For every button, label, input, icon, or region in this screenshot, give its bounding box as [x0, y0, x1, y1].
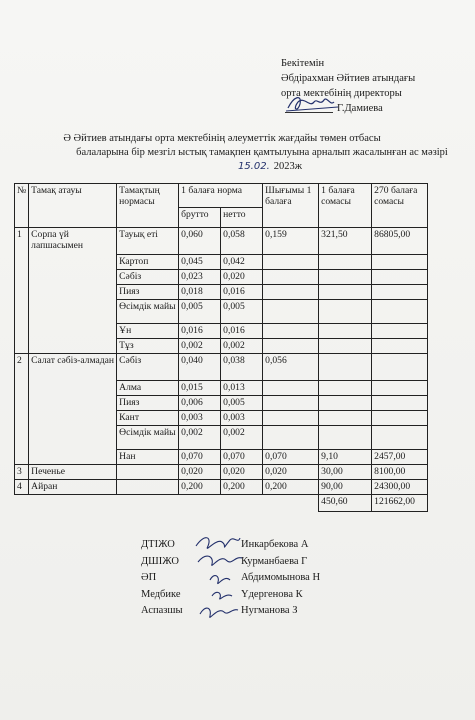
cell-item: Кант [117, 411, 179, 426]
cell-cost1: 321,50 [319, 228, 372, 255]
cell-netto: 0,005 [221, 396, 263, 411]
table-row [15, 354, 428, 381]
cell-brutto: 0,005 [179, 300, 221, 324]
cell-brutto: 0,002 [179, 339, 221, 354]
cell-cost270 [372, 339, 428, 354]
cell-yield [263, 426, 319, 450]
cell-yield [263, 411, 319, 426]
cell-yield: 0,056 [263, 354, 319, 381]
cell-brutto: 0,020 [179, 465, 221, 480]
cell-cost1 [319, 354, 372, 381]
menu-table-body [15, 228, 428, 495]
cell-item: Сәбіз [117, 270, 179, 285]
signature-position: ДТІЖО [141, 539, 175, 550]
handwritten-signatures [190, 532, 246, 624]
signatures-block [141, 537, 441, 620]
signature-name: Үдергенова К [241, 588, 303, 600]
cell-cost1 [319, 255, 372, 270]
approval-line-2: Әбдірахман Әйтиев атындағы [281, 73, 416, 84]
table-row [15, 480, 428, 495]
signature-position: Медбике [141, 588, 181, 600]
cell-item: Сәбіз [117, 354, 179, 381]
cell-item: Өсімдік майы [117, 300, 179, 324]
date-handwritten: 15.02. [237, 161, 270, 172]
cell-yield [263, 396, 319, 411]
cell-cost270 [372, 285, 428, 300]
cell-no: 1 [15, 228, 29, 354]
table-row [15, 228, 428, 255]
cell-netto: 0,042 [221, 255, 263, 270]
director-signature [284, 90, 344, 116]
cell-cost1: 30,00 [319, 465, 372, 480]
cell-netto: 0,003 [221, 411, 263, 426]
cell-netto: 0,058 [221, 228, 263, 255]
cell-cost1: 90,00 [319, 480, 372, 495]
title-line-2: балаларына бір мезгіл ыстық тамақпен қамтылуына арналып жасалынған ас мәзірі [76, 147, 448, 158]
cell-netto: 0,002 [221, 339, 263, 354]
cell-cost270: 8100,00 [372, 465, 428, 480]
date-year: 2023ж [273, 161, 303, 172]
cell-brutto: 0,200 [179, 480, 221, 495]
header-netto: нетто [221, 208, 263, 228]
cell-cost1 [319, 270, 372, 285]
cell-netto: 0,038 [221, 354, 263, 381]
cell-brutto: 0,016 [179, 324, 221, 339]
document-title [30, 132, 470, 174]
cell-yield [263, 339, 319, 354]
cell-netto: 0,002 [221, 426, 263, 450]
header-no: № [15, 184, 29, 228]
signature-position: ӘП [141, 572, 157, 584]
cell-brutto: 0,023 [179, 270, 221, 285]
approval-line-3: орта мектебінің директоры [281, 88, 402, 99]
cell-netto: 0,020 [221, 270, 263, 285]
cell-cost1 [319, 426, 372, 450]
cell-item [117, 465, 179, 480]
cell-dish: Салат сәбіз-алмадан [29, 354, 117, 465]
cell-cost1 [319, 396, 372, 411]
cell-cost1 [319, 324, 372, 339]
title-line-1: Ә Әйтиев атындағы орта мектебінің әлеуметтік жағдайы төмен отбасы [63, 133, 381, 144]
header-cost-one: 1 балаға сомасы [319, 184, 372, 228]
cell-cost1 [319, 411, 372, 426]
cell-yield [263, 255, 319, 270]
signature-row [141, 537, 441, 554]
cell-no: 3 [15, 465, 29, 480]
header-yield: Шығымы 1 балаға [263, 184, 319, 228]
cell-cost1 [319, 300, 372, 324]
cell-item: Картоп [117, 255, 179, 270]
cell-netto: 0,005 [221, 300, 263, 324]
cell-brutto: 0,002 [179, 426, 221, 450]
total-cost-270: 121662,00 [372, 495, 428, 512]
director-name: Г.Дамиева [337, 103, 383, 114]
cell-item: Пияз [117, 396, 179, 411]
cell-item: Алма [117, 381, 179, 396]
signature-name: Нугманова З [241, 605, 298, 617]
totals-spacer [15, 495, 319, 512]
cell-brutto: 0,003 [179, 411, 221, 426]
cell-brutto: 0,018 [179, 285, 221, 300]
cell-brutto: 0,045 [179, 255, 221, 270]
cell-item: Өсімдік майы [117, 426, 179, 450]
signature-row [141, 554, 441, 571]
cell-yield: 0,200 [263, 480, 319, 495]
cell-cost270: 2457,00 [372, 450, 428, 465]
cell-netto: 0,020 [221, 465, 263, 480]
cell-cost1 [319, 339, 372, 354]
total-cost-one: 450,60 [319, 495, 372, 512]
approval-line-1: Бекітемін [281, 58, 325, 69]
cell-brutto: 0,006 [179, 396, 221, 411]
signature-name: Курманбаева Г [241, 555, 308, 567]
cell-dish: Айран [29, 480, 117, 495]
cell-cost270 [372, 426, 428, 450]
cell-cost270 [372, 324, 428, 339]
cell-brutto: 0,015 [179, 381, 221, 396]
cell-cost270 [372, 255, 428, 270]
cell-cost270 [372, 354, 428, 381]
menu-table [14, 183, 428, 512]
header-brutto: брутто [179, 208, 221, 228]
signature-name: Инкарбекова А [241, 539, 309, 550]
cell-cost1: 9,10 [319, 450, 372, 465]
cell-netto: 0,016 [221, 324, 263, 339]
cell-item: Тұз [117, 339, 179, 354]
cell-brutto: 0,040 [179, 354, 221, 381]
cell-no: 4 [15, 480, 29, 495]
cell-yield [263, 285, 319, 300]
cell-netto: 0,070 [221, 450, 263, 465]
cell-netto: 0,016 [221, 285, 263, 300]
cell-cost1 [319, 285, 372, 300]
cell-yield: 0,020 [263, 465, 319, 480]
cell-item: Нан [117, 450, 179, 465]
cell-cost270 [372, 411, 428, 426]
cell-cost270 [372, 300, 428, 324]
cell-cost270: 24300,00 [372, 480, 428, 495]
header-dish: Тамақ атауы [29, 184, 117, 228]
header-cost-270: 270 балаға сомасы [372, 184, 428, 228]
header-norm: Тамақтың нормасы [117, 184, 179, 228]
cell-brutto: 0,060 [179, 228, 221, 255]
cell-yield [263, 270, 319, 285]
signature-row [141, 603, 441, 620]
cell-yield [263, 300, 319, 324]
cell-netto: 0,013 [221, 381, 263, 396]
header-per-child: 1 балаға норма [179, 184, 263, 208]
cell-cost1 [319, 381, 372, 396]
cell-yield: 0,070 [263, 450, 319, 465]
cell-item: Тауық еті [117, 228, 179, 255]
cell-yield [263, 324, 319, 339]
cell-netto: 0,200 [221, 480, 263, 495]
document-date [30, 160, 470, 174]
signature-name: Абдимомынова Н [241, 572, 321, 584]
signature-row [141, 587, 441, 604]
cell-brutto: 0,070 [179, 450, 221, 465]
cell-cost270 [372, 270, 428, 285]
cell-cost270 [372, 381, 428, 396]
cell-item [117, 480, 179, 495]
signature-row [141, 570, 441, 587]
cell-yield: 0,159 [263, 228, 319, 255]
cell-dish: Печенье [29, 465, 117, 480]
signature-position: ДШІЖО [141, 555, 179, 567]
cell-cost270 [372, 396, 428, 411]
totals-row [15, 495, 428, 512]
cell-dish: Сорпа үй лапшасымен [29, 228, 117, 354]
cell-cost270: 86805,00 [372, 228, 428, 255]
cell-yield [263, 381, 319, 396]
cell-item: Пияз [117, 285, 179, 300]
cell-item: Ұн [117, 324, 179, 339]
table-row [15, 465, 428, 480]
signature-position: Аспазшы [141, 605, 183, 617]
cell-no: 2 [15, 354, 29, 465]
